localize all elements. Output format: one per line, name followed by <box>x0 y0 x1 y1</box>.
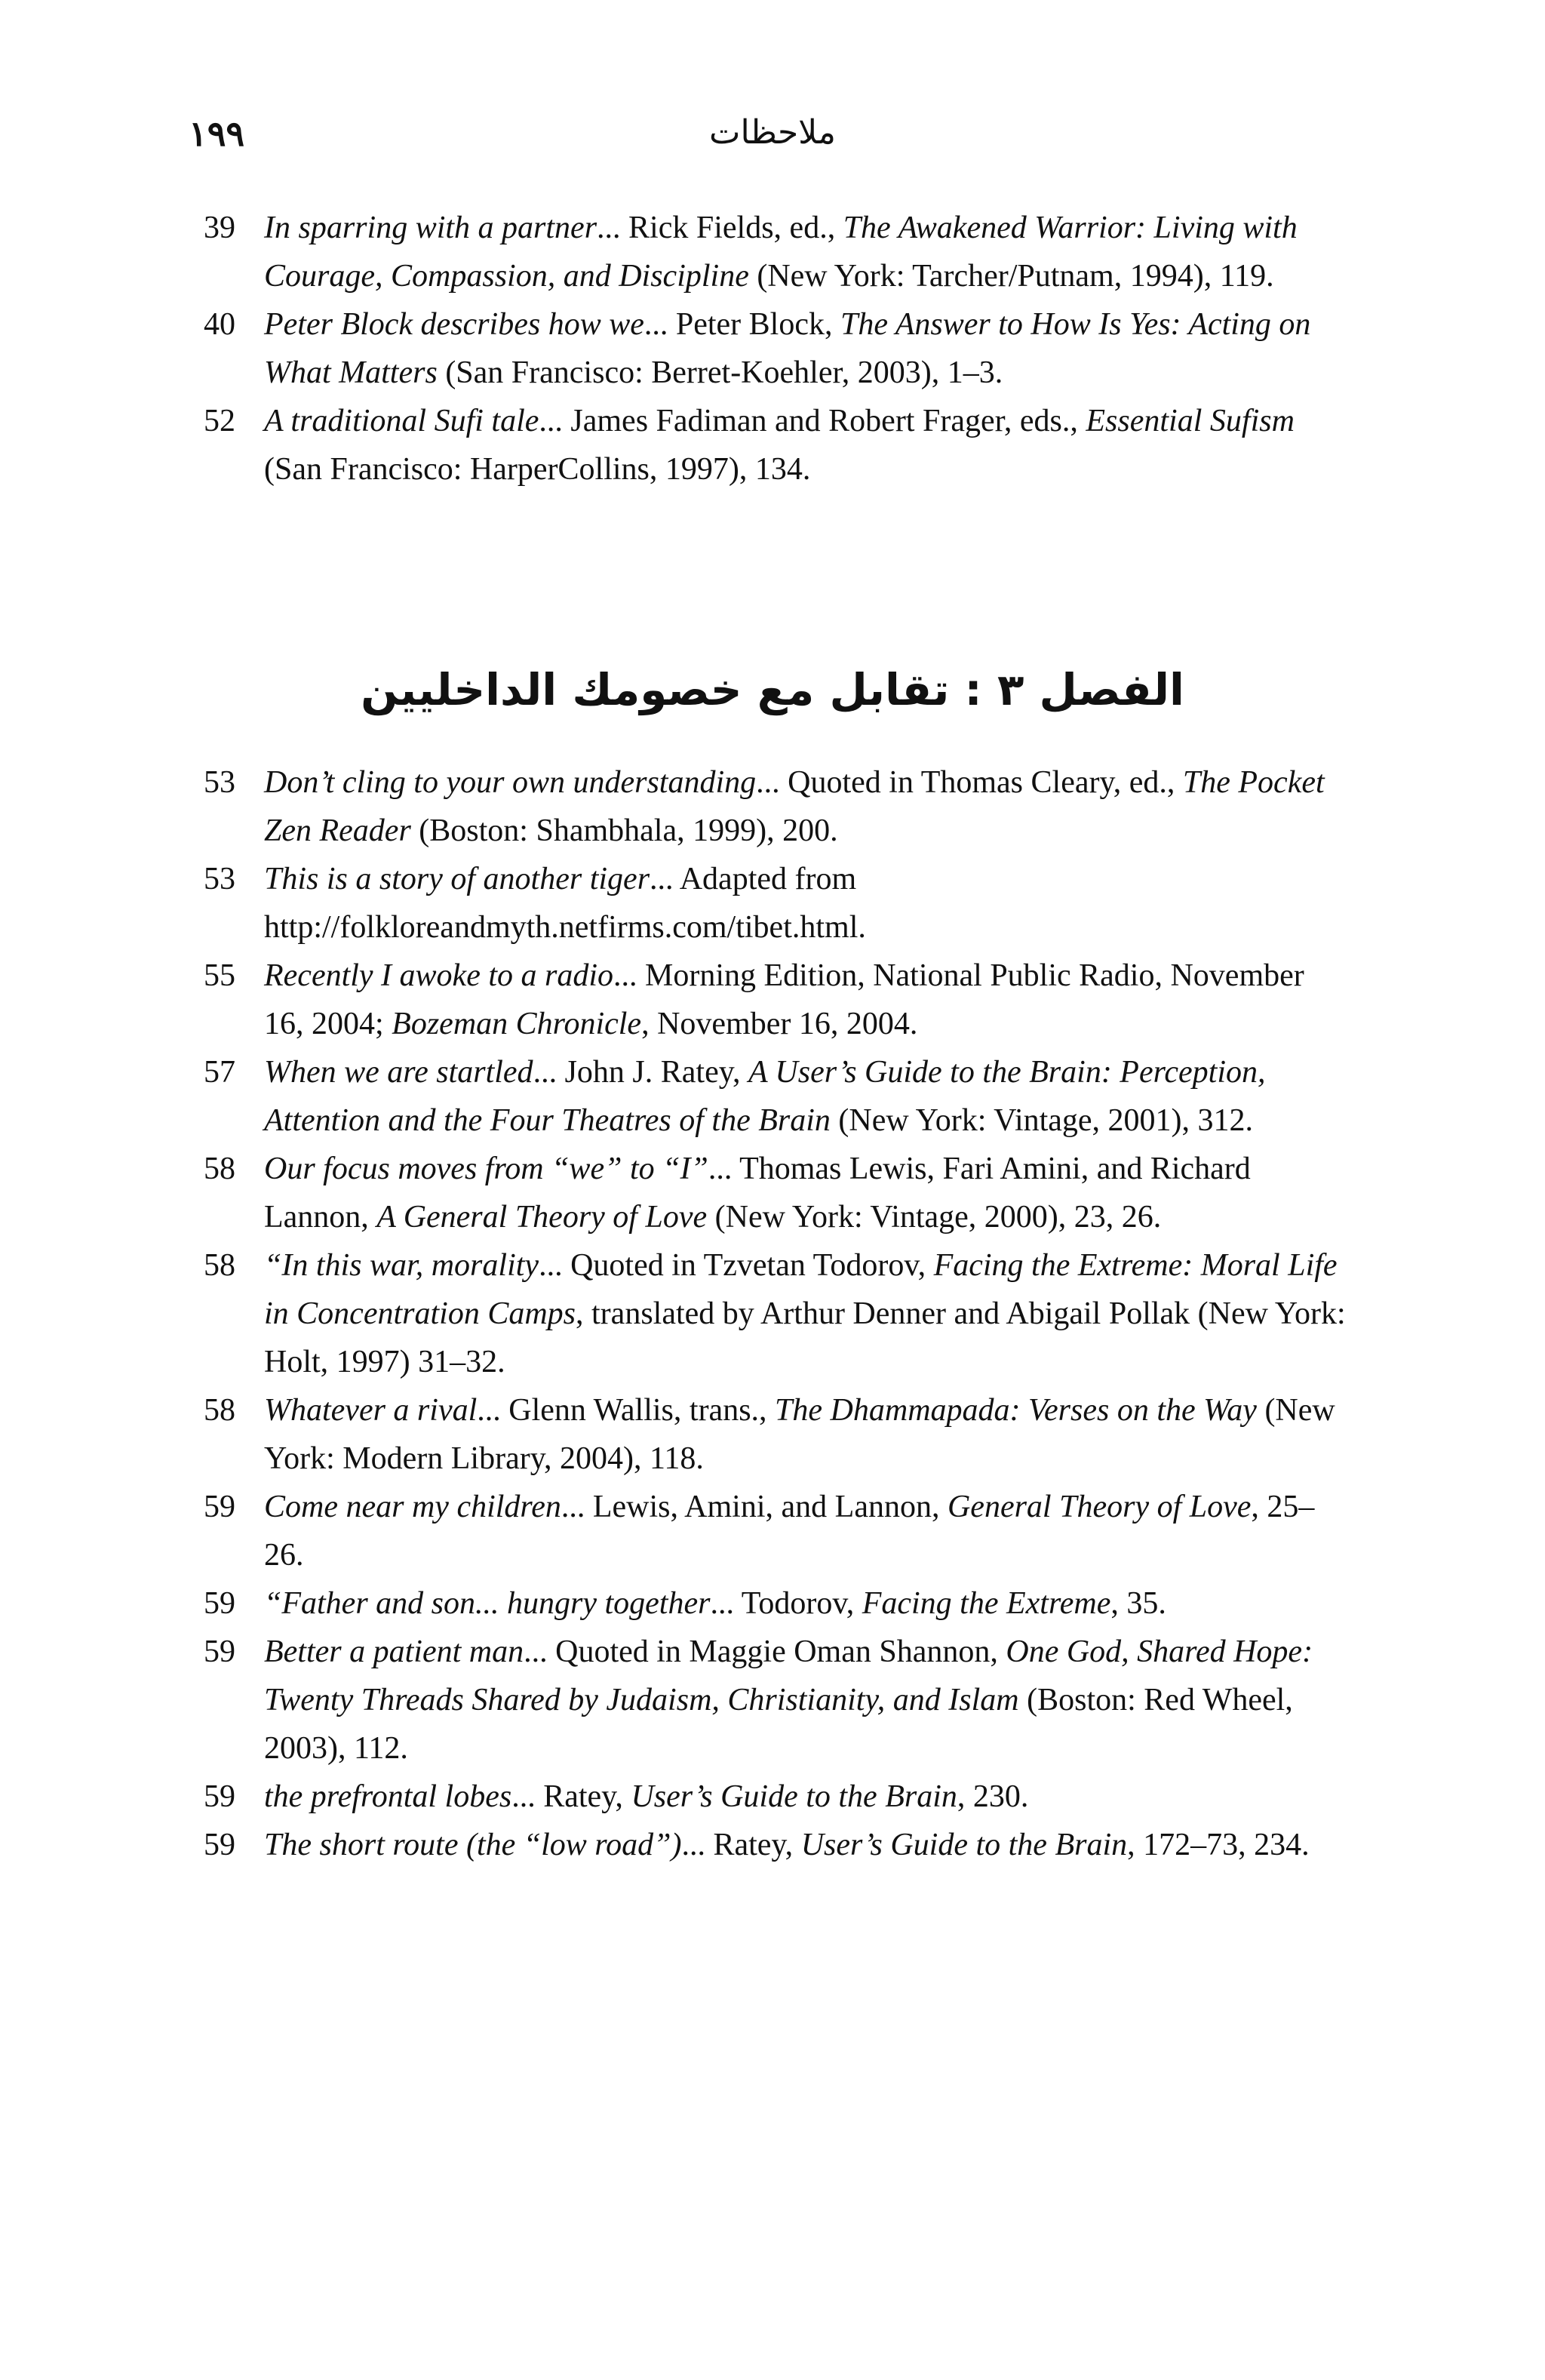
note-text: (Boston: Shambhala, 1999), 200. <box>410 813 838 848</box>
note-entry <box>204 1628 1350 1773</box>
note-text: ... Todorov, <box>710 1586 862 1621</box>
note-cue: Peter Block describes how we <box>264 307 644 342</box>
note-title: One God, Shared Hope: Twenty Threads Shared by Judaism, Christianity, and Islam <box>264 1634 1313 1717</box>
note-title: Facing the Extreme <box>862 1586 1111 1621</box>
note-page-number: 39 <box>204 211 235 245</box>
notes-list-before <box>204 204 1350 494</box>
note-title: Essential Sufism <box>1086 404 1295 438</box>
note-page-number: 40 <box>204 307 235 342</box>
note-text: (Boston: Red Wheel, 2003), 112. <box>264 1683 1293 1766</box>
note-page-number: 57 <box>204 1055 235 1090</box>
note-cue: This is a story of another tiger <box>264 862 650 896</box>
note-entry <box>204 204 1350 300</box>
note-page-number: 59 <box>204 1634 235 1669</box>
note-page-number: 53 <box>204 765 235 800</box>
note-page-number: 52 <box>204 404 235 438</box>
note-title: User’s Guide to the Brain <box>631 1779 957 1814</box>
note-title: A General Theory of Love <box>376 1200 708 1235</box>
note-page-number: 59 <box>204 1828 235 1862</box>
note-text: ... Peter Block, <box>643 307 840 342</box>
note-entry <box>204 952 1350 1048</box>
note-entry <box>204 1821 1350 1869</box>
note-entry <box>204 1483 1350 1579</box>
note-cue: Our focus moves from “we” to “I” <box>264 1152 708 1186</box>
note-cue: Come near my children <box>264 1490 561 1524</box>
note-text: , 230. <box>957 1779 1029 1814</box>
note-entry <box>204 1773 1350 1821</box>
running-head: ملاحظات <box>709 114 836 151</box>
note-page-number: 59 <box>204 1779 235 1814</box>
note-entry <box>204 1145 1350 1241</box>
note-text: ... James Fadiman and Robert Frager, eds., <box>539 404 1086 438</box>
note-page-number: 59 <box>204 1586 235 1621</box>
note-entry <box>204 397 1350 494</box>
note-cue: Recently I awoke to a radio <box>264 958 614 993</box>
note-title: The Answer to How Is Yes: Acting on What Matters <box>264 307 1311 390</box>
note-cue: In sparring with a partner <box>264 211 597 245</box>
note-page-number: 58 <box>204 1152 235 1186</box>
note-text: (San Francisco: HarperCollins, 1997), 134. <box>264 452 811 487</box>
note-text: ... Lewis, Amini, and Lannon, <box>561 1490 948 1524</box>
note-entry <box>204 1579 1350 1628</box>
note-page-number: 53 <box>204 862 235 896</box>
note-title: The Dhammapada: Verses on the Way <box>775 1393 1257 1428</box>
note-cue: A traditional Sufi tale <box>264 404 539 438</box>
note-text: ... Rick Fields, ed., <box>597 211 843 245</box>
note-text: ... John J. Ratey, <box>533 1055 748 1090</box>
note-text: ... Quoted in Maggie Oman Shannon, <box>524 1634 1006 1669</box>
note-text: , 35. <box>1110 1586 1166 1621</box>
note-text: (New York: Modern Library, 2004), 118. <box>264 1393 1335 1476</box>
note-cue: “In this war, morality <box>264 1248 539 1283</box>
note-title: Bozeman Chronicle <box>392 1007 642 1041</box>
note-text: , November 16, 2004. <box>641 1007 918 1041</box>
note-text: ... Quoted in Thomas Cleary, ed., <box>756 765 1183 800</box>
notes-list-after <box>204 758 1350 1869</box>
note-entry <box>204 1386 1350 1483</box>
note-title: Facing the Extreme: Moral Life in Concentration Camps <box>264 1248 1338 1331</box>
chapter-heading: الفصل ٣ : تقابل مع خصومك الداخليين <box>361 664 1184 715</box>
note-title: The Awakened Warrior: Living with Courage, Compassion, and Discipline <box>264 211 1298 294</box>
note-text: ... Glenn Wallis, trans., <box>477 1393 776 1428</box>
note-text: (New York: Tarcher/Putnam, 1994), 119. <box>748 259 1274 294</box>
note-page-number: 58 <box>204 1393 235 1428</box>
note-cue: Better a patient man <box>264 1634 524 1669</box>
note-page-number: 55 <box>204 958 235 993</box>
page-header <box>0 113 1545 158</box>
note-text: (New York: Vintage, 2000), 23, 26. <box>707 1200 1162 1235</box>
note-text: ... Quoted in Tzvetan Todorov, <box>539 1248 934 1283</box>
note-page-number: 58 <box>204 1248 235 1283</box>
note-title: User’s Guide to the Brain <box>800 1828 1128 1862</box>
note-text: , 25–26. <box>264 1490 1315 1573</box>
note-text: ... Morning Edition, National Public Radio, November 16, 2004; <box>264 958 1304 1041</box>
note-entry <box>204 1241 1350 1386</box>
note-entry <box>204 855 1350 952</box>
note-text: ... Ratey, <box>511 1779 631 1814</box>
note-title: The Pocket Zen Reader <box>264 765 1325 848</box>
note-text: (New York: Vintage, 2001), 312. <box>830 1103 1254 1138</box>
note-title: General Theory of Love <box>947 1490 1252 1524</box>
note-text: (San Francisco: Berret-Koehler, 2003), 1–3. <box>437 355 1003 390</box>
note-text: ... Thomas Lewis, Fari Amini, and Richard Lannon, <box>264 1152 1251 1235</box>
note-cue: The short route (the “low road”) <box>264 1828 682 1862</box>
note-text: ... Ratey, <box>681 1828 801 1862</box>
note-page-number: 59 <box>204 1490 235 1524</box>
note-entry <box>204 1048 1350 1145</box>
page-number: ١٩٩ <box>189 115 245 153</box>
note-cue: “Father and son... hungry together <box>264 1586 711 1621</box>
note-cue: the prefrontal lobes <box>264 1779 512 1814</box>
note-text: , 172–73, 234. <box>1127 1828 1310 1862</box>
note-text: , translated by Arthur Denner and Abigail Pollak (New York: Holt, 1997) 31–32. <box>264 1296 1346 1379</box>
note-text: ... Adapted from http://folkloreandmyth.netfirms.com/tibet.html. <box>264 862 866 945</box>
note-cue: Whatever a rival <box>264 1393 478 1428</box>
note-cue: When we are startled <box>264 1055 533 1090</box>
note-entry <box>204 300 1350 397</box>
note-cue: Don’t cling to your own understanding <box>264 765 757 800</box>
note-entry <box>204 758 1350 855</box>
note-title: A User’s Guide to the Brain: Perception, Attention and the Four Theatres of the Brain <box>264 1055 1266 1138</box>
